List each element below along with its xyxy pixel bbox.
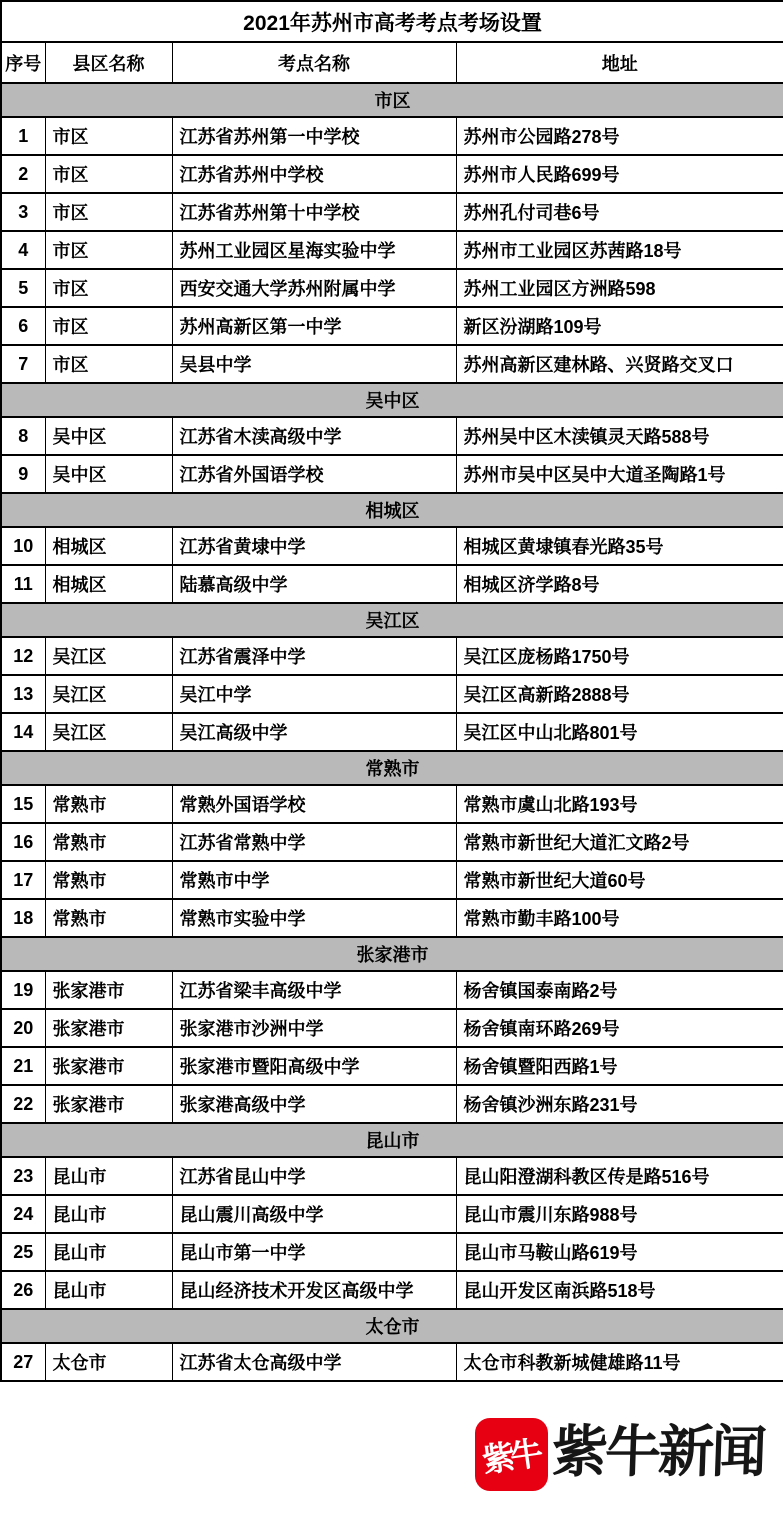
row-index-cell: 15 (1, 785, 45, 823)
table-row (1, 193, 783, 231)
table-row (1, 899, 783, 937)
district-cell: 吴中区 (45, 417, 172, 455)
section-header-label: 张家港市 (1, 937, 783, 971)
section-header-row (1, 751, 783, 785)
row-index-cell: 6 (1, 307, 45, 345)
table-row (1, 307, 783, 345)
district-cell: 市区 (45, 307, 172, 345)
table-row (1, 1195, 783, 1233)
address-cell: 苏州市公园路278号 (456, 117, 783, 155)
site-name-cell: 江苏省苏州中学校 (172, 155, 456, 193)
address-cell: 苏州工业园区方洲路598 (456, 269, 783, 307)
address-cell: 杨舍镇暨阳西路1号 (456, 1047, 783, 1085)
row-index-cell: 8 (1, 417, 45, 455)
column-header-address: 地址 (456, 42, 783, 83)
site-name-cell: 昆山震川高级中学 (172, 1195, 456, 1233)
district-cell: 相城区 (45, 527, 172, 565)
table-row (1, 637, 783, 675)
section-header-row (1, 603, 783, 637)
section-header-row (1, 83, 783, 117)
site-name-cell: 吴江中学 (172, 675, 456, 713)
address-cell: 常熟市新世纪大道汇文路2号 (456, 823, 783, 861)
section-header-label: 市区 (1, 83, 783, 117)
site-name-cell: 吴江高级中学 (172, 713, 456, 751)
table-row (1, 971, 783, 1009)
site-name-cell: 常熟市实验中学 (172, 899, 456, 937)
section-header-label: 太仓市 (1, 1309, 783, 1343)
address-cell: 苏州高新区建林路、兴贤路交叉口 (456, 345, 783, 383)
district-cell: 昆山市 (45, 1195, 172, 1233)
row-index-cell: 11 (1, 565, 45, 603)
ziniu-logo-glyphs: 紫牛 (479, 1434, 541, 1479)
row-index-cell: 22 (1, 1085, 45, 1123)
table-row (1, 1009, 783, 1047)
address-cell: 昆山市马鞍山路619号 (456, 1233, 783, 1271)
address-cell: 苏州市吴中区吴中大道圣陶路1号 (456, 455, 783, 493)
address-cell: 苏州吴中区木渎镇灵天路588号 (456, 417, 783, 455)
address-cell: 相城区黄埭镇春光路35号 (456, 527, 783, 565)
table-row (1, 785, 783, 823)
address-cell: 杨舍镇沙洲东路231号 (456, 1085, 783, 1123)
district-cell: 张家港市 (45, 1047, 172, 1085)
section-header-row (1, 493, 783, 527)
address-cell: 杨舍镇南环路269号 (456, 1009, 783, 1047)
title-row (1, 1, 783, 42)
row-index-cell: 12 (1, 637, 45, 675)
row-index-cell: 2 (1, 155, 45, 193)
column-header-site: 考点名称 (172, 42, 456, 83)
address-cell: 昆山阳澄湖科教区传是路516号 (456, 1157, 783, 1195)
row-index-cell: 27 (1, 1343, 45, 1381)
site-name-cell: 陆慕高级中学 (172, 565, 456, 603)
site-name-cell: 苏州高新区第一中学 (172, 307, 456, 345)
ziniu-news-watermark: 紫牛新闻 (550, 1420, 766, 1483)
section-header-row (1, 1123, 783, 1157)
address-cell: 常熟市勤丰路100号 (456, 899, 783, 937)
row-index-cell: 3 (1, 193, 45, 231)
column-header-district: 县区名称 (45, 42, 172, 83)
ziniu-logo-icon (475, 1418, 548, 1491)
district-cell: 常熟市 (45, 899, 172, 937)
site-name-cell: 江苏省常熟中学 (172, 823, 456, 861)
district-cell: 吴江区 (45, 637, 172, 675)
section-header-label: 昆山市 (1, 1123, 783, 1157)
section-header-label: 吴江区 (1, 603, 783, 637)
district-cell: 张家港市 (45, 1009, 172, 1047)
site-name-cell: 江苏省苏州第一中学校 (172, 117, 456, 155)
district-cell: 吴江区 (45, 675, 172, 713)
district-cell: 市区 (45, 155, 172, 193)
row-index-cell: 14 (1, 713, 45, 751)
address-cell: 苏州市工业园区苏茜路18号 (456, 231, 783, 269)
address-cell: 杨舍镇国泰南路2号 (456, 971, 783, 1009)
row-index-cell: 10 (1, 527, 45, 565)
table-row (1, 1343, 783, 1381)
table-row (1, 455, 783, 493)
address-cell: 昆山开发区南浜路518号 (456, 1271, 783, 1309)
table-row (1, 861, 783, 899)
address-cell: 吴江区庞杨路1750号 (456, 637, 783, 675)
district-cell: 市区 (45, 193, 172, 231)
address-cell: 常熟市虞山北路193号 (456, 785, 783, 823)
address-cell: 苏州孔付司巷6号 (456, 193, 783, 231)
address-cell: 苏州市人民路699号 (456, 155, 783, 193)
address-cell: 常熟市新世纪大道60号 (456, 861, 783, 899)
section-header-label: 吴中区 (1, 383, 783, 417)
district-cell: 昆山市 (45, 1271, 172, 1309)
table-row (1, 231, 783, 269)
site-name-cell: 苏州工业园区星海实验中学 (172, 231, 456, 269)
address-cell: 太仓市科教新城健雄路11号 (456, 1343, 783, 1381)
site-name-cell: 常熟外国语学校 (172, 785, 456, 823)
site-name-cell: 江苏省太仓高级中学 (172, 1343, 456, 1381)
table-row (1, 1233, 783, 1271)
district-cell: 昆山市 (45, 1157, 172, 1195)
row-index-cell: 4 (1, 231, 45, 269)
row-index-cell: 17 (1, 861, 45, 899)
district-cell: 市区 (45, 117, 172, 155)
section-header-row (1, 383, 783, 417)
district-cell: 吴江区 (45, 713, 172, 751)
site-name-cell: 张家港高级中学 (172, 1085, 456, 1123)
row-index-cell: 13 (1, 675, 45, 713)
table-row (1, 155, 783, 193)
site-name-cell: 昆山经济技术开发区高级中学 (172, 1271, 456, 1309)
table-row (1, 1085, 783, 1123)
district-cell: 吴中区 (45, 455, 172, 493)
district-cell: 常熟市 (45, 861, 172, 899)
site-name-cell: 江苏省震泽中学 (172, 637, 456, 675)
site-name-cell: 张家港市沙洲中学 (172, 1009, 456, 1047)
address-cell: 昆山市震川东路988号 (456, 1195, 783, 1233)
table-row (1, 675, 783, 713)
row-index-cell: 24 (1, 1195, 45, 1233)
district-cell: 张家港市 (45, 1085, 172, 1123)
table-row (1, 1157, 783, 1195)
site-name-cell: 江苏省梁丰高级中学 (172, 971, 456, 1009)
table-row (1, 1047, 783, 1085)
district-cell: 相城区 (45, 565, 172, 603)
section-header-label: 相城区 (1, 493, 783, 527)
row-index-cell: 9 (1, 455, 45, 493)
row-index-cell: 21 (1, 1047, 45, 1085)
site-name-cell: 江苏省黄埭中学 (172, 527, 456, 565)
district-cell: 常熟市 (45, 785, 172, 823)
column-header-index: 序号 (1, 42, 45, 83)
address-cell: 相城区济学路8号 (456, 565, 783, 603)
row-index-cell: 7 (1, 345, 45, 383)
table-row (1, 1271, 783, 1309)
table-row (1, 713, 783, 751)
site-name-cell: 江苏省外国语学校 (172, 455, 456, 493)
table-row (1, 527, 783, 565)
row-index-cell: 1 (1, 117, 45, 155)
district-cell: 太仓市 (45, 1343, 172, 1381)
section-header-label: 常熟市 (1, 751, 783, 785)
site-name-cell: 常熟市中学 (172, 861, 456, 899)
table-body (1, 83, 783, 1381)
address-cell: 吴江区中山北路801号 (456, 713, 783, 751)
district-cell: 市区 (45, 269, 172, 307)
site-name-cell: 江苏省昆山中学 (172, 1157, 456, 1195)
row-index-cell: 20 (1, 1009, 45, 1047)
district-cell: 昆山市 (45, 1233, 172, 1271)
table-row (1, 417, 783, 455)
row-index-cell: 26 (1, 1271, 45, 1309)
row-index-cell: 19 (1, 971, 45, 1009)
table-row (1, 565, 783, 603)
site-name-cell: 吴县中学 (172, 345, 456, 383)
district-cell: 常熟市 (45, 823, 172, 861)
section-header-row (1, 937, 783, 971)
address-cell: 新区汾湖路109号 (456, 307, 783, 345)
table-row (1, 345, 783, 383)
column-header-row (1, 42, 783, 83)
address-cell: 吴江区高新路2888号 (456, 675, 783, 713)
row-index-cell: 5 (1, 269, 45, 307)
site-name-cell: 西安交通大学苏州附属中学 (172, 269, 456, 307)
section-header-row (1, 1309, 783, 1343)
row-index-cell: 16 (1, 823, 45, 861)
district-cell: 张家港市 (45, 971, 172, 1009)
site-name-cell: 江苏省木渎高级中学 (172, 417, 456, 455)
site-name-cell: 昆山市第一中学 (172, 1233, 456, 1271)
table-row (1, 269, 783, 307)
row-index-cell: 18 (1, 899, 45, 937)
table-row (1, 823, 783, 861)
table-title: 2021年苏州市高考考点考场设置 (1, 1, 783, 42)
district-cell: 市区 (45, 345, 172, 383)
row-index-cell: 25 (1, 1233, 45, 1271)
district-cell: 市区 (45, 231, 172, 269)
site-name-cell: 张家港市暨阳高级中学 (172, 1047, 456, 1085)
row-index-cell: 23 (1, 1157, 45, 1195)
site-name-cell: 江苏省苏州第十中学校 (172, 193, 456, 231)
table-row (1, 117, 783, 155)
